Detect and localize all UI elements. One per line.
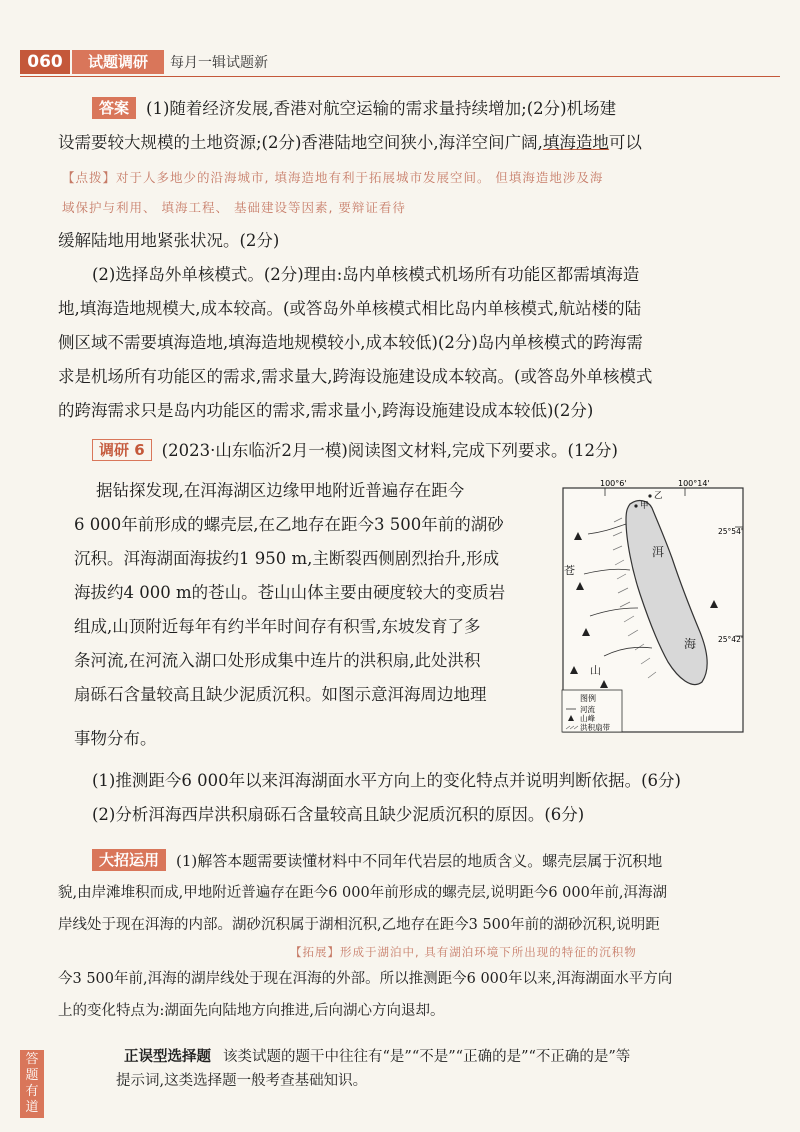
- handwritten-note-1: 【点拨】对于人多地少的沿海城市, 填海造地有利于拓展城市发展空间。 但填海造地涉及海: [62, 170, 604, 185]
- question-1: (1)推测距今6 000年以来洱海湖面水平方向上的变化特点并说明判断依据。(6分): [92, 771, 681, 790]
- legend-title: 图例: [580, 694, 596, 703]
- legend-fan: 洪积扇带: [580, 723, 610, 732]
- research-intro-text: (2023·山东临沂2月一模)阅读图文材料,完成下列要求。(12分): [161, 441, 618, 460]
- answer-p2-line-3: 侧区域不需要填海造地,填海造地规模较小,成本较低)(2分)岛内单核模式的跨海需: [58, 333, 643, 352]
- material-line-1: 据钻探发现,在洱海湖区边缘甲地附近普遍存在距今: [96, 481, 465, 500]
- site-yi-dot: [648, 494, 651, 497]
- answer-line-1: [92, 96, 782, 122]
- map-lat-2: 25°42': [718, 635, 743, 644]
- legend-river: 河流: [580, 705, 595, 714]
- legend-peak: 山峰: [580, 714, 595, 723]
- handwritten-note-2: 域保护与利用、 填海工程、 基础建设等因素, 要辩证看待: [62, 200, 406, 215]
- material-line-8: 事物分布。: [74, 729, 157, 748]
- skill-line-3: 岸线处于现在洱海的内部。湖砂沉积属于湖相沉积,乙地存在距今3 500年前的湖砂沉积,说明距: [58, 917, 660, 933]
- skill-line-4: 今3 500年前,洱海的湖岸线处于现在洱海的外部。所以推测距今6 000年以来,洱海湖面水平方向: [58, 971, 673, 987]
- skill-line-2: 貌,由岸滩堆积而成,甲地附近普遍存在距今6 000年前形成的螺壳层,说明距今6 000年前,洱海湖: [58, 885, 667, 901]
- answer-text-2b: 填海造地: [542, 133, 609, 152]
- mountain-label-1: 苍: [564, 564, 575, 577]
- skill-tag: 大招运用: [92, 849, 166, 871]
- skill-line-1: [92, 848, 782, 874]
- answer-text-2a: 设需要较大规模的土地资源;(2分)香港陆地空间狭小,海洋空间广阔,: [58, 133, 543, 152]
- research-intro: [92, 438, 782, 464]
- header-slogan: 每月一辑试题新: [170, 55, 268, 71]
- material-line-4: 海拔约4 000 m的苍山。苍山山体主要由硬度较大的变质岩: [74, 583, 506, 602]
- header-rule: [20, 76, 780, 77]
- map-legend: [562, 690, 622, 732]
- research-tag: 调研 6: [92, 439, 152, 461]
- tip-box: [20, 1040, 780, 1115]
- lake-label-2: 海: [684, 637, 697, 651]
- tip-line-1: [124, 1046, 630, 1068]
- tip-line-2: 提示词,这类选择题一般考查基础知识。: [116, 1073, 368, 1089]
- site-yi: 乙: [654, 491, 663, 501]
- section-title: 试题调研: [72, 50, 164, 74]
- tip-title: 正误型选择题: [124, 1049, 211, 1065]
- lake-label-1: 洱: [652, 545, 665, 559]
- tip-side-tab: 答题有道: [20, 1050, 44, 1118]
- material-line-2: 6 000年前形成的螺壳层,在乙地存在距今3 500年前的湖砂: [74, 515, 504, 534]
- handwritten-note-3: 【拓展】形成于湖泊中, 具有湖泊环境下所出现的特征的沉积物: [290, 945, 637, 959]
- answer-tag: 答案: [92, 97, 136, 119]
- answer-p2-line-4: 求是机场所有功能区的需求,需求量大,跨海设施建设成本较高。(或答岛外单核模式: [58, 367, 653, 386]
- answer-line-2: [58, 130, 748, 156]
- answer-text-2c: 可以: [608, 133, 642, 152]
- map-lon-2: 100°14': [678, 479, 710, 488]
- material-line-3: 沉积。洱海湖面海拔约1 950 m,主断裂西侧剧烈抬升,形成: [74, 549, 500, 568]
- material-line-5: 组成,山顶附近每年有约半年时间存有积雪,东坡发育了多: [74, 617, 481, 636]
- skill-text-1: (1)解答本题需要读懂材料中不同年代岩层的地质含义。螺壳层属于沉积地: [176, 852, 663, 870]
- page-number: 060: [20, 50, 70, 74]
- map-lon-1: 100°6': [600, 479, 627, 488]
- answer-p2-line-1: (2)选择岛外单核模式。(2分)理由:岛内单核模式机场所有功能区都需填海造: [92, 265, 640, 284]
- answer-p2-line-5: 的跨海需求只是岛内功能区的需求,需求量小,跨海设施建设成本较低)(2分): [58, 401, 594, 420]
- page-header: [20, 48, 780, 78]
- answer-line-3: 缓解陆地用地紧张状况。(2分): [58, 231, 280, 250]
- answer-p2-line-2: 地,填海造地规模大,成本较高。(或答岛外单核模式相比岛内单核模式,航站楼的陆: [58, 299, 642, 318]
- site-jia-dot: [634, 504, 637, 507]
- answer-text-1: (1)随着经济发展,香港对航空运输的需求量持续增加;(2分)机场建: [146, 99, 617, 118]
- mountain-label-2: 山: [590, 664, 601, 677]
- erhai-map: [560, 478, 746, 734]
- question-2: (2)分析洱海西岸洪积扇砾石含量较高且缺少泥质沉积的原因。(6分): [92, 805, 585, 824]
- skill-line-5: 上的变化特点为:湖面先向陆地方向推进,后向湖心方向退却。: [58, 1003, 445, 1019]
- site-jia: 甲: [640, 501, 649, 511]
- map-lat-1: 25°54': [718, 527, 743, 536]
- material-line-6: 条河流,在河流入湖口处形成集中连片的洪积扇,此处洪积: [74, 651, 481, 670]
- tip-text-1: 该类试题的题干中往往有“是”“不是”“正确的是”“不正确的是”等: [223, 1049, 631, 1065]
- material-line-7: 扇砾石含量较高且缺少泥质沉积。如图示意洱海周边地理: [74, 685, 487, 704]
